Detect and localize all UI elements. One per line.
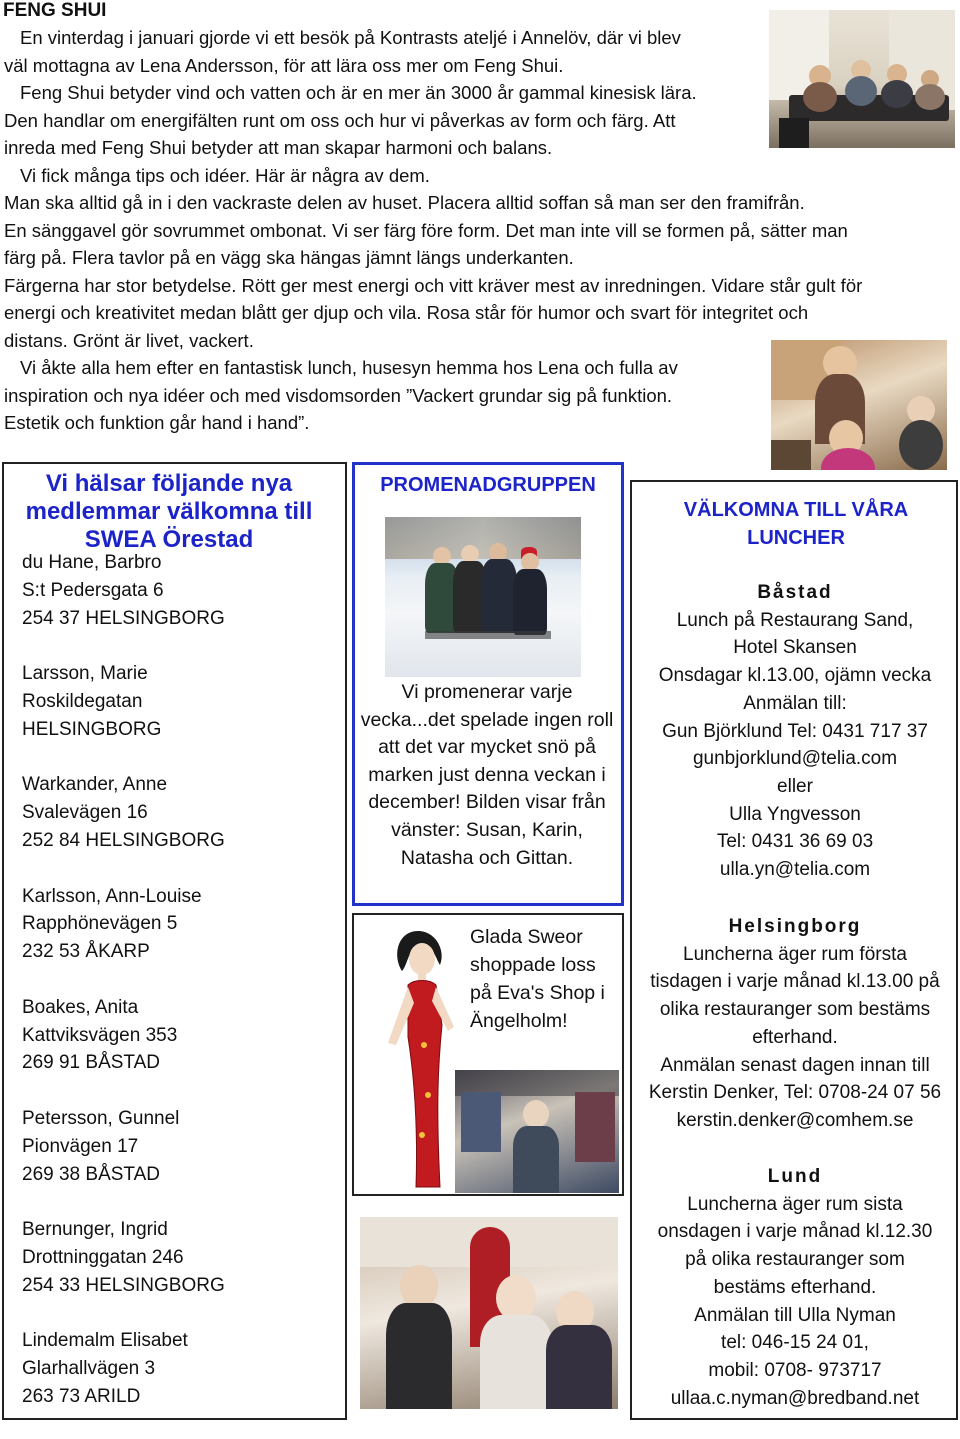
article-line: Färgerna har stor betydelse. Rött ger mest energi och vitt kräver mest av inredningen. Vidare står gult för bbox=[4, 274, 863, 296]
lunch-line: Hotel Skansen bbox=[733, 637, 857, 659]
member-street: Glarhallvägen 3 bbox=[22, 1358, 156, 1380]
lunch-email: gunbjorklund@telia.com bbox=[692, 748, 898, 770]
shop-photo bbox=[455, 1070, 619, 1193]
member-city: 263 73 ARILD bbox=[22, 1385, 141, 1407]
lunch-section-lund bbox=[636, 1163, 954, 1412]
member-street: Drottninggatan 246 bbox=[22, 1246, 184, 1268]
article-line: Estetik och funktion går hand i hand”. bbox=[4, 412, 310, 433]
member-city: 232 53 ÅKARP bbox=[22, 941, 150, 963]
walking-group-text: Vi promenerar varje vecka...det spelade ingen roll att det var mycket snö på marken just denna veckan i december! Bilden visar från vänster: Susan, Karin, Natasha och Gittan. bbox=[360, 681, 614, 869]
lunch-email: kerstin.denker@comhem.se bbox=[676, 1109, 914, 1131]
lunch-place-heading: Båstad bbox=[757, 582, 833, 603]
lunch-line: Ulla Yngvesson bbox=[729, 803, 861, 825]
article-line: Den handlar om energifälten runt om oss och hur vi påverkas av form och färg. Att bbox=[4, 109, 676, 131]
lunch-line: tel: 046-15 24 01, bbox=[721, 1332, 869, 1354]
article-line: inreda med Feng Shui betyder att man skapar harmoni och balans. bbox=[4, 137, 553, 158]
article-line: distans. Grönt är livet, vackert. bbox=[4, 329, 254, 351]
member-entry bbox=[22, 1327, 342, 1410]
member-name: Warkander, Anne bbox=[22, 774, 168, 796]
lunch-line: eller bbox=[777, 775, 813, 797]
article-line: Vi fick många tips och idéer. Här är några av dem. bbox=[20, 164, 430, 186]
walking-group-photo bbox=[385, 517, 581, 677]
lunch-title: VÄLKOMNA TILL VÅRA LUNCHER bbox=[683, 499, 909, 549]
lunch-line: Tel: 0431 36 69 03 bbox=[716, 831, 874, 853]
article-line: energi och kreativitet medan blått ger djup och vila. Rosa står för humor och svart för integritet och bbox=[4, 302, 809, 323]
article-line: En sänggavel gör sovrummet ombonat. Vi ser färg före form. Det man inte vill se formen på, sätter man bbox=[4, 219, 848, 241]
member-name: Lindemalm Elisabet bbox=[22, 1330, 188, 1352]
member-street: Roskildegatan bbox=[22, 690, 143, 712]
lunch-line: Anmälan till Ulla Nyman bbox=[694, 1304, 896, 1326]
lunch-section-helsingborg bbox=[636, 913, 954, 1135]
member-city: 254 37 HELSINGBORG bbox=[22, 607, 225, 629]
lunch-line: onsdagen i varje månad kl.12.30 bbox=[657, 1221, 933, 1243]
shopping-text: Glada Sweor shoppade loss på Eva's Shop i Ängelholm! bbox=[470, 926, 605, 1032]
member-city: 269 38 BÅSTAD bbox=[22, 1163, 161, 1185]
article-body bbox=[4, 24, 863, 437]
member-entry bbox=[22, 883, 342, 966]
lunch-place-heading: Lund bbox=[767, 1166, 823, 1187]
member-name: du Hane, Barbro bbox=[22, 552, 162, 573]
article-line: Man ska alltid gå in i den vackraste delen av huset. Placera alltid soffan så man ser den framifrån. bbox=[4, 192, 805, 213]
article-line: väl mottagna av Lena Andersson, för att lära oss mer om Feng Shui. bbox=[4, 54, 564, 76]
member-name: Boakes, Anita bbox=[22, 996, 139, 1018]
lunch-line: olika restauranger som bestäms bbox=[659, 999, 931, 1021]
member-entry bbox=[22, 660, 342, 743]
lunch-line: Onsdagar kl.13.00, ojämn vecka bbox=[658, 665, 932, 687]
member-city: 254 33 HELSINGBORG bbox=[22, 1274, 225, 1296]
member-street: Kattviksvägen 353 bbox=[22, 1024, 178, 1046]
article-line: inspiration och nya idéer och med visdomsorden ”Vackert grundar sig på funktion. bbox=[4, 384, 673, 406]
member-street: S:t Pedersgata 6 bbox=[22, 579, 164, 601]
member-entry bbox=[22, 1216, 342, 1299]
lunch-line: efterhand. bbox=[752, 1026, 838, 1048]
lunch-line: Anmälan senast dagen innan till bbox=[660, 1054, 930, 1076]
lunch-line: Luncherna äger rum första bbox=[683, 943, 907, 965]
member-entry bbox=[22, 771, 342, 854]
lunch-place-heading: Helsingborg bbox=[728, 916, 862, 937]
new-members-title: Vi hälsar följande nya medlemmar välkomna till SWEA Örestad bbox=[25, 470, 313, 553]
shop-group-photo bbox=[360, 1217, 618, 1409]
member-city: 252 84 HELSINGBORG bbox=[22, 829, 225, 851]
lunch-section-bastad bbox=[636, 579, 954, 884]
member-entry bbox=[22, 994, 342, 1077]
lunch-line: tisdagen i varje månad kl.13.00 på bbox=[650, 971, 940, 993]
lunch-email: ulla.yn@telia.com bbox=[719, 859, 871, 881]
lunch-line: Gun Björklund Tel: 0431 717 37 bbox=[662, 720, 928, 742]
member-city: 269 91 BÅSTAD bbox=[22, 1052, 161, 1074]
lunch-line: mobil: 0708- 973717 bbox=[708, 1359, 882, 1381]
lunch-line: på olika restauranger som bbox=[685, 1249, 905, 1271]
member-entry bbox=[22, 549, 342, 632]
member-name: Petersson, Gunnel bbox=[22, 1107, 180, 1129]
lunch-line: bestäms efterhand. bbox=[713, 1276, 877, 1298]
member-name: Larsson, Marie bbox=[22, 663, 148, 685]
lunch-email: ullaa.c.nyman@bredband.net bbox=[670, 1387, 920, 1409]
member-name: Karlsson, Ann-Louise bbox=[22, 885, 202, 907]
member-street: Svalevägen 16 bbox=[22, 802, 148, 824]
lunch-line: Kerstin Denker, Tel: 0708-24 07 56 bbox=[648, 1082, 942, 1104]
walking-group-title: PROMENADGRUPPEN bbox=[380, 474, 596, 496]
article-line: färg på. Flera tavlor på en vägg ska hängas jämnt längs underkanten. bbox=[4, 247, 574, 268]
member-street: Pionvägen 17 bbox=[22, 1135, 139, 1157]
new-members-list bbox=[22, 549, 342, 1439]
lunch-line: Anmälan till: bbox=[743, 692, 847, 714]
kitchen-photo bbox=[771, 340, 947, 470]
member-street: Rapphönevägen 5 bbox=[22, 913, 178, 935]
article-line: Feng Shui betyder vind och vatten och är en mer än 3000 år gammal kinesisk lära. bbox=[20, 82, 697, 103]
article-title: FENG SHUI bbox=[3, 0, 107, 21]
lunch-line: Lunch på Restaurang Sand, bbox=[676, 609, 914, 631]
member-name: Bernunger, Ingrid bbox=[22, 1219, 168, 1241]
member-entry bbox=[22, 1105, 342, 1188]
lunch-line: Luncherna äger rum sista bbox=[687, 1193, 903, 1215]
article-line: En vinterdag i januari gjorde vi ett besök på Kontrasts ateljé i Annelöv, där vi blev bbox=[20, 27, 681, 48]
workshop-photo bbox=[769, 10, 955, 148]
article-line: Vi åkte alla hem efter en fantastisk lunch, husesyn hemma hos Lena och fulla av bbox=[20, 357, 678, 378]
member-city: HELSINGBORG bbox=[22, 718, 162, 740]
